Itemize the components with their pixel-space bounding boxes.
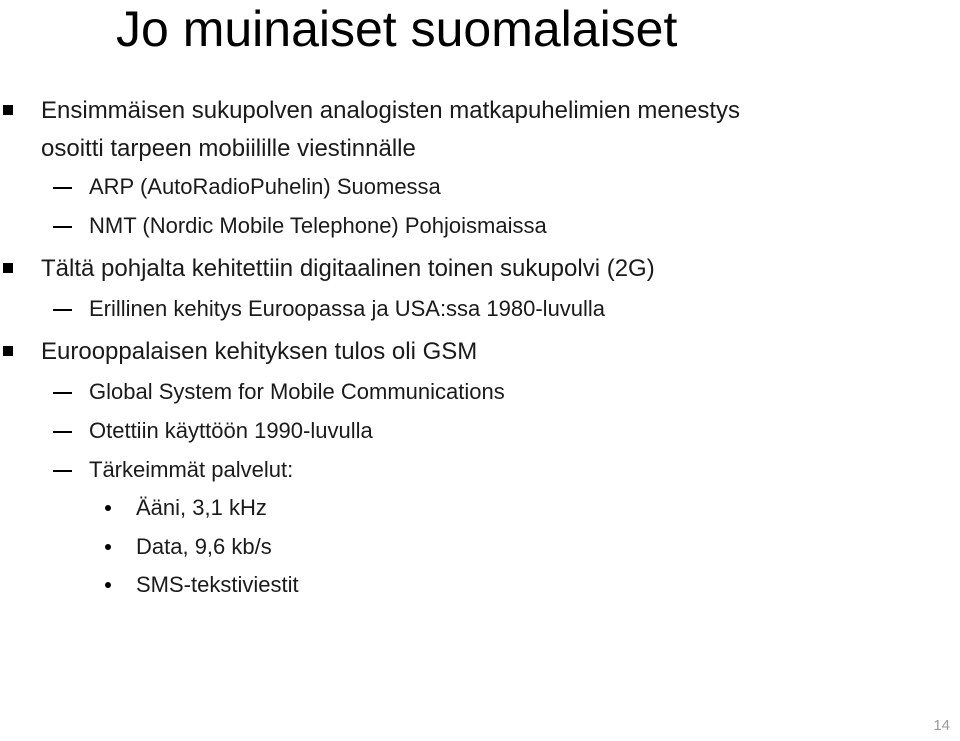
list-item [89, 211, 547, 241]
list-item [41, 132, 416, 166]
list-item [136, 532, 272, 562]
list-item [89, 172, 441, 202]
page-number: 14 [933, 717, 950, 734]
dash-bullet-icon [53, 187, 72, 189]
list-item [41, 252, 655, 286]
dash-bullet-icon [53, 226, 72, 228]
list-item [89, 455, 293, 485]
list-item [41, 94, 740, 128]
list-item-text: Otettiin käyttöön 1990-luvulla [89, 418, 373, 443]
list-item-text: Tältä pohjalta kehitettiin digitaalinen toinen sukupolvi (2G) [41, 255, 655, 282]
list-item [89, 377, 505, 407]
list-item-text: osoitti tarpeen mobiilille viestinnälle [41, 135, 416, 162]
list-item-text: Ääni, 3,1 kHz [136, 495, 267, 520]
list-item [89, 416, 373, 446]
list-item [41, 335, 477, 369]
dot-bullet-icon [105, 505, 111, 511]
list-item-text: Tärkeimmät palvelut: [89, 457, 294, 482]
dash-bullet-icon [53, 470, 72, 472]
list-item-text: NMT (Nordic Mobile Telephone) Pohjoismaissa [89, 213, 547, 238]
square-bullet-icon [3, 263, 13, 273]
square-bullet-icon [3, 346, 13, 356]
list-item-text: ARP (AutoRadioPuhelin) Suomessa [89, 174, 441, 199]
list-item [136, 493, 267, 523]
dash-bullet-icon [53, 431, 72, 433]
dot-bullet-icon [105, 544, 111, 550]
list-item-text: Global System for Mobile Communications [89, 379, 505, 404]
list-item [136, 570, 299, 600]
slide-title: Jo muinaiset suomalaiset [116, 1, 678, 57]
dash-bullet-icon [53, 392, 72, 394]
square-bullet-icon [3, 105, 13, 115]
list-item-text: Erillinen kehitys Euroopassa ja USA:ssa 1980-luvulla [89, 296, 606, 321]
dot-bullet-icon [105, 582, 111, 588]
dash-bullet-icon [53, 309, 72, 311]
list-item-text: Eurooppalaisen kehityksen tulos oli GSM [41, 338, 478, 365]
list-item-text: Ensimmäisen sukupolven analogisten matkapuhelimien menestys [41, 97, 741, 124]
list-item-text: SMS-tekstiviestit [136, 572, 299, 597]
list-item-text: Data, 9,6 kb/s [136, 534, 272, 559]
list-item [89, 294, 605, 324]
